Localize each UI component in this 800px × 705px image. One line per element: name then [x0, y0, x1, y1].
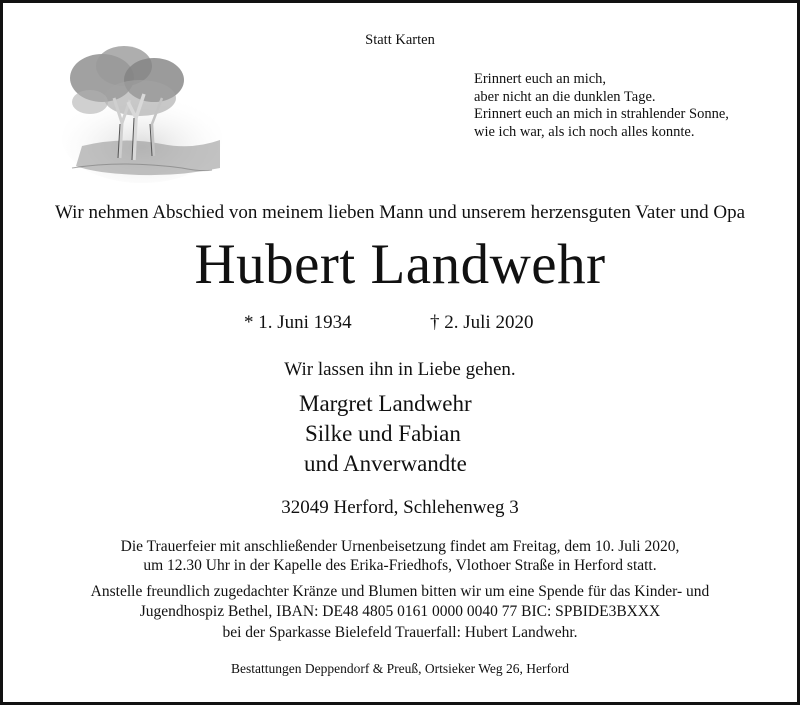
poem-line: wie ich war, als ich noch alles konnte. [474, 124, 695, 141]
undertaker-footer: Bestattungen Deppendorf & Preuß, Ortsieker Weg 26, Herford [231, 661, 569, 676]
intro-text: Wir nehmen Abschied von meinem lieben Mann und unserem herzensguten Vater und Opa [54, 202, 746, 223]
poem [474, 71, 729, 142]
tree-illustration [62, 28, 224, 190]
death-date: † 2. Juli 2020 [430, 312, 534, 333]
donation-line: bei der Sparkasse Bielefeld Trauerfall: Hubert Landwehr. [222, 624, 578, 641]
poem-line: Erinnert euch an mich, [474, 71, 607, 87]
poem-line: aber nicht an die dunklen Tage. [474, 88, 656, 105]
birth-date: * 1. Juni 1934 [244, 312, 352, 333]
farewell-text: Wir lassen ihn in Liebe gehen. [284, 359, 516, 380]
deceased-name: Hubert Landwehr [194, 233, 606, 296]
donation-line: Anstelle freundlich zugedachter Kränze und Blumen bitten wir um eine Spende für das Kinder- und [90, 583, 710, 600]
ceremony-line: Die Trauerfeier mit anschließender Urnenbeisetzung findet am Freitag, dem 10. Juli 2020, [120, 538, 680, 555]
family-address: 32049 Herford, Schlehenweg 3 [281, 497, 519, 518]
poem-line: Erinnert euch an mich in strahlender Sonne, [474, 106, 729, 123]
ceremony-line: um 12.30 Uhr in der Kapelle des Erika-Friedhofs, Vlothoer Straße in Herford statt. [143, 557, 657, 574]
header-note: Statt Karten [365, 32, 435, 48]
mourner-name: Margret Landwehr [299, 391, 472, 416]
mourner-name: Silke und Fabian [305, 421, 461, 446]
donation-line: Jugendhospiz Bethel, IBAN: DE48 4805 0161 0000 0040 77 BIC: SPBIDE3BXXX [139, 603, 661, 620]
mourner-name: und Anverwandte [304, 451, 467, 476]
